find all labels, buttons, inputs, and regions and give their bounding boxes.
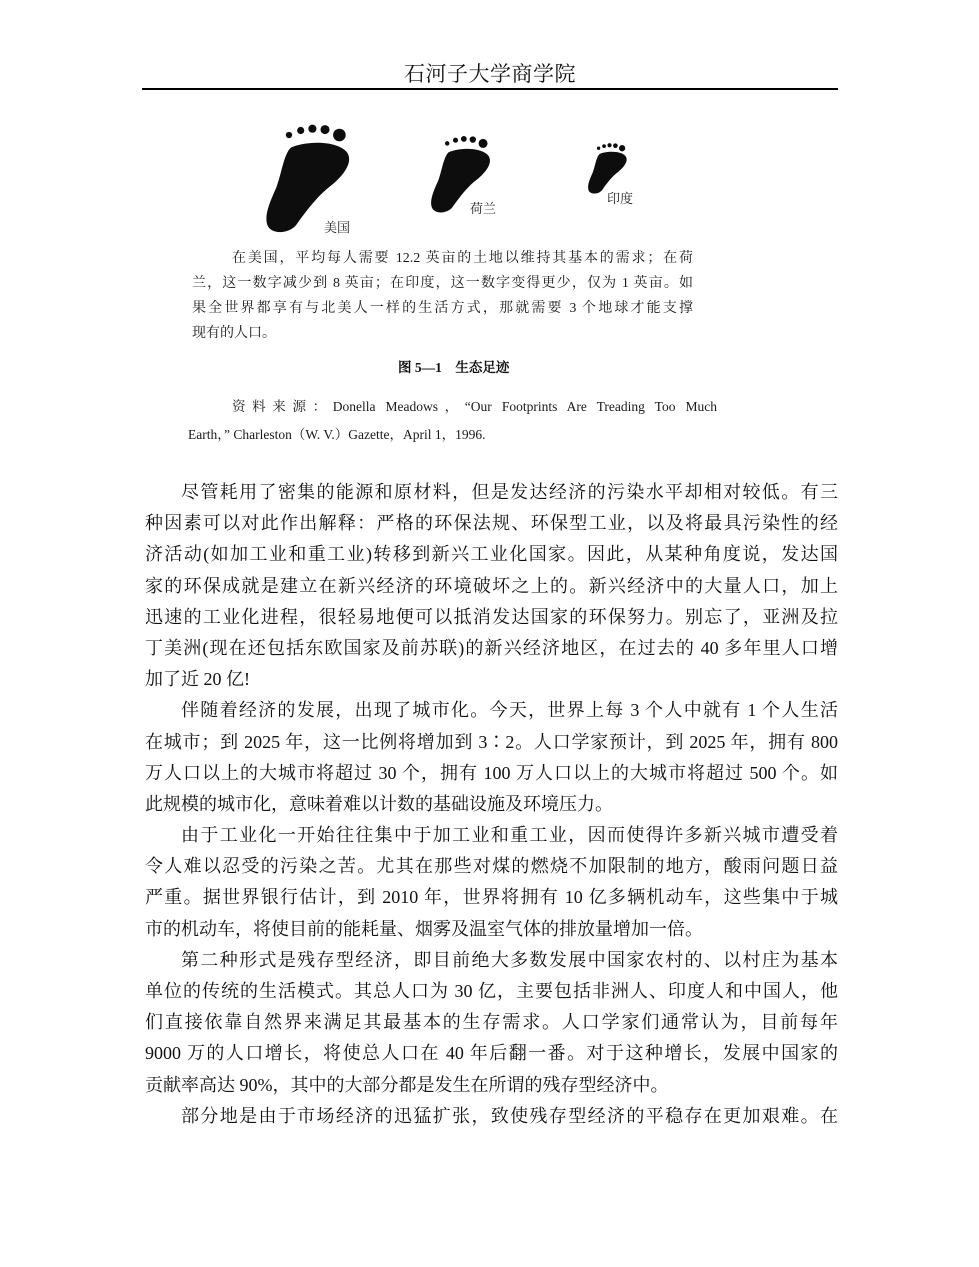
body-line: 迅速的工业化进程，很轻易地便可以抵消发达国家的环保努力。别忘了，亚洲及拉 xyxy=(145,606,838,627)
body-line: 种因素可以对此作出解释：严格的环保法规、环保型工业，以及将最具污染性的经 xyxy=(145,513,838,534)
label-netherlands: 荷兰 xyxy=(470,201,497,216)
toe xyxy=(333,129,346,142)
body-line: 贡献率高达 90%，其中的大部分都是发生在所谓的残存型经济中。 xyxy=(145,1074,669,1095)
body-line: 家的环保成就是建立在新兴经济的环境破坏之上的。新兴经济中的大量人口，加上 xyxy=(145,575,838,596)
figure-caption: 图 5—1 生态足迹 xyxy=(398,360,510,375)
body-line: 加了近 20 亿! xyxy=(145,669,250,690)
body-line: 第二种形式是残存型经济，即目前绝大多数发展中国家农村的、以村庄为基本 xyxy=(181,949,838,970)
header-rule xyxy=(142,88,838,90)
toe xyxy=(445,141,449,145)
body-line: 万人口以上的大城市将超过 30 个，拥有 100 万人口以上的大城市将超过 500 个。如 xyxy=(145,762,838,783)
body-line: 9000 万的人口增长，将使总人口在 40 年后翻一番。对于这种增长，发展中国家的 xyxy=(145,1043,838,1064)
body-line: 部分地是由于市场经济的迅猛扩张，致使残存型经济的平稳存在更加艰难。在 xyxy=(181,1105,838,1126)
body-line: 们直接依靠自然界来满足其最基本的生存需求。人口学家们通常认为，目前每年 xyxy=(145,1012,838,1033)
body-line: 济活动(如加工业和重工业)转移到新兴工业化国家。因此，从某种角度说，发达国 xyxy=(145,544,838,565)
toe xyxy=(286,132,292,138)
toe xyxy=(607,143,611,147)
body-line: 此规模的城市化，意味着难以计数的基础设施及环境压力。 xyxy=(145,793,613,814)
toe xyxy=(479,139,488,148)
figure-note-line: 果全世界都享有与北美人一样的生活方式，那就需要 3 个地球才能支撑 xyxy=(192,301,693,316)
footprints-illustration xyxy=(250,115,650,245)
figure-note-line: 现有的人口。 xyxy=(192,326,276,341)
footprint-usa xyxy=(266,125,349,232)
toe xyxy=(470,136,476,142)
body-line: 丁美洲(现在还包括东欧国家及前苏联)的新兴经济地区，在过去的 40 多年里人口增 xyxy=(145,637,838,658)
body-line: 单位的传统的生活模式。其总人口为 30 亿，主要包括非洲人、印度人和中国人，他 xyxy=(145,981,838,1001)
toe xyxy=(619,145,625,151)
body-line: 伴随着经济的发展，出现了城市化。今天，世界上每 3 个人中就有 1 个人生活 xyxy=(181,700,838,721)
body-line: 市的机动车，将使目前的能耗量、烟雾及温室气体的排放量增加一倍。 xyxy=(145,918,703,939)
toe xyxy=(597,147,600,150)
label-usa: 美国 xyxy=(324,220,351,235)
body-line: 严重。据世界银行估计，到 2010 年，世界将拥有 10 亿多辆机动车，这些集中于城 xyxy=(145,887,838,908)
figure-notes xyxy=(192,246,693,346)
toe xyxy=(308,125,316,133)
figure-note-line: 兰，这一数字减少到 8 英亩；在印度，这一数字变得更少，仅为 1 英亩。如 xyxy=(192,276,693,291)
toe xyxy=(613,143,618,148)
toe xyxy=(461,136,467,142)
figure-source-line: 资料来源：Donella Meadows，“Our Footprints Are Treading Too Much xyxy=(232,399,717,414)
toe xyxy=(602,144,606,148)
footprint-india xyxy=(588,143,627,193)
toe xyxy=(453,138,458,143)
figure-source-line: Earth，” Charleston（W. V.）Gazette，April 1，1996. xyxy=(188,427,486,442)
toe xyxy=(297,127,304,134)
body-line: 由于工业化一开始往往集中于加工业和重工业，因而使得许多新兴城市遭受着 xyxy=(181,825,838,846)
label-india: 印度 xyxy=(607,191,634,206)
page-header-title: 石河子大学商学院 xyxy=(404,62,576,86)
body-text xyxy=(145,477,838,1132)
footprint-sole xyxy=(588,152,627,194)
body-line: 在城市；到 2025 年，这一比例将增加到 3∶2。人口学家预计，到 2025 年，拥有 800 xyxy=(145,731,838,752)
body-line: 令人难以忍受的污染之苦。尤其在那些对煤的燃烧不加限制的地方，酸雨问题日益 xyxy=(145,856,838,877)
body-line: 尽管耗用了密集的能源和原材料，但是发达经济的污染水平却相对较低。有三 xyxy=(181,482,838,502)
figure-note-line: 在美国，平均每人需要 12.2 英亩的土地以维持其基本的需求；在荷 xyxy=(232,251,693,266)
toe xyxy=(321,125,330,134)
